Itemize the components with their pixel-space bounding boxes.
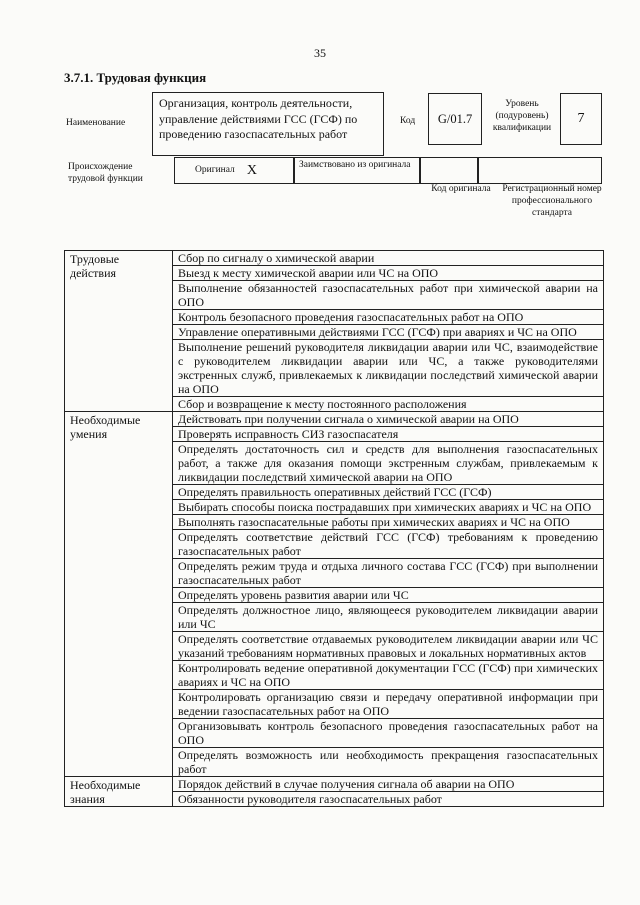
section-item: Организовывать контроль безопасного проведения газоспасательных работ на ОПО [173, 719, 604, 748]
section-item: Действовать при получении сигнала о химической аварии на ОПО [173, 412, 604, 427]
origin-label: Происхождение трудовой функции [68, 162, 143, 184]
borrowed-label: Заимствовано из оригинала [299, 160, 411, 170]
section-item: Определять уровень развития аварии или ЧС [173, 588, 604, 603]
orig-code-cell [420, 157, 478, 184]
section-item: Проверять исправность СИЗ газоспасателя [173, 427, 604, 442]
section-label: Необходимые знания [65, 777, 173, 807]
section-item: Определять соответствие отдаваемых руководителем ликвидации аварии или ЧС указаний требованиям нормативных правовых и локальных нормативных актов [173, 632, 604, 661]
labor-function-table [64, 250, 604, 807]
origin-row [174, 157, 602, 184]
section-item: Порядок действий в случае получения сигнала об аварии на ОПО [173, 777, 604, 792]
page-number: 35 [314, 46, 326, 60]
section-item: Выезд к месту химической аварии или ЧС на ОПО [173, 266, 604, 281]
section-item: Определять возможность или необходимость прекращения газоспасательных работ [173, 748, 604, 777]
section-title: 3.7.1. Трудовая функция [64, 70, 207, 85]
original-cell [174, 157, 294, 184]
section-label: Трудовые действия [65, 251, 173, 412]
original-mark: X [246, 162, 257, 178]
section-item: Сбор и возвращение к месту постоянного расположения [173, 397, 604, 412]
section-item: Определять режим труда и отдыха личного состава ГСС (ГСФ) при выполнении газоспасательных работ [173, 559, 604, 588]
table-row [65, 251, 604, 266]
code-label: Код [400, 116, 416, 126]
section-item: Определять должностное лицо, являющееся руководителем ликвидации аварии или ЧС [173, 603, 604, 632]
section-item: Определять правильность оперативных действий ГСС (ГСФ) [173, 485, 604, 500]
name-label: Наименование [66, 118, 126, 128]
section-item: Контролировать ведение оперативной документации ГСС (ГСФ) при химических авариях и ЧС на ОПО [173, 661, 604, 690]
section-item: Определять достаточность сил и средств для выполнения газоспасательных работ, а также для оказания помощи экстренным службам, привлекаемым к ликвидации последствий химической аварии на ОПО [173, 442, 604, 485]
level-label: Уровень (подуровень) квалификации [492, 99, 552, 133]
code-value: G/01.7 [428, 93, 482, 145]
reg-number-label: Регистрационный номер профессионального стандарта [502, 184, 602, 218]
section-item: Сбор по сигналу о химической аварии [173, 251, 604, 266]
borrowed-cell [294, 157, 420, 184]
section-item: Управление оперативными действиями ГСС (ГСФ) при авариях и ЧС на ОПО [173, 325, 604, 340]
table-row [65, 412, 604, 427]
reg-number-cell [478, 157, 602, 184]
level-value: 7 [560, 93, 602, 145]
section-label: Необходимые умения [65, 412, 173, 777]
section-item: Контроль безопасного проведения газоспасательных работ на ОПО [173, 310, 604, 325]
section-item: Обязанности руководителя газоспасательных работ [173, 792, 604, 807]
table-row [65, 777, 604, 792]
section-item: Выбирать способы поиска пострадавших при химических авариях и ЧС на ОПО [173, 500, 604, 515]
section-item: Выполнение решений руководителя ликвидации аварии или ЧС, взаимодействие с руководителем ликвидации аварии или ЧС, а также руководителями экстренных служб, привлекаемых к ликвидации последствий химической аварии на ОПО [173, 340, 604, 397]
section-item: Определять соответствие действий ГСС (ГСФ) требованиям к проведению газоспасательных работ [173, 530, 604, 559]
original-label: Оригинал [195, 164, 235, 175]
function-name: Организация, контроль деятельности, управление действиями ГСС (ГСФ) по проведению газоспасательных работ [152, 92, 384, 156]
section-item: Выполнять газоспасательные работы при химических авариях и ЧС на ОПО [173, 515, 604, 530]
orig-code-label: Код оригинала [431, 184, 491, 194]
section-item: Выполнение обязанностей газоспасательных работ при химической аварии на ОПО [173, 281, 604, 310]
section-item: Контролировать организацию связи и передачу оперативной информации при ведении газоспасательных работ на ОПО [173, 690, 604, 719]
